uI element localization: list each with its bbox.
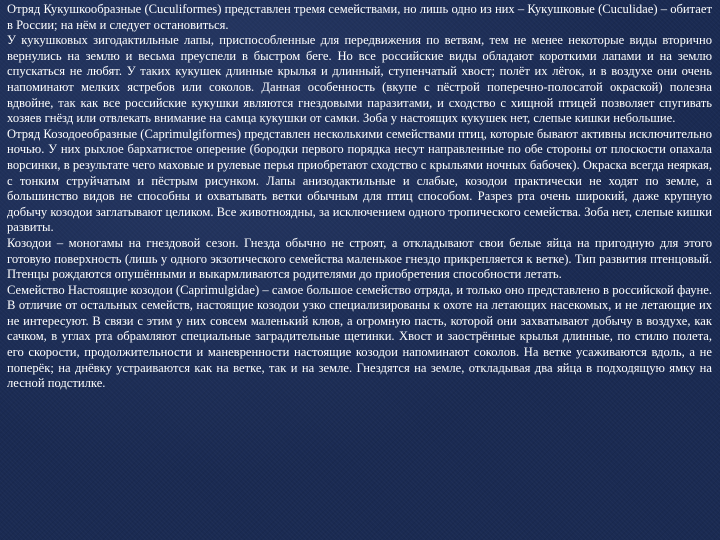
paragraph-cuckoo-features: У кукушковых зигодактильные лапы, приспособленные для передвижения по ветвям, тем не менее некоторые виды вторично вернулись на землю и весьма преуспели в быстром беге. Но все российские виды обладают короткими лапами и на землю спускаться не любят. У таких кукушек длинные крылья и длинный, ступенчатый хвост; полёт их лёгок, и в воздухе они очень напоминают мелких ястребов или соколов. Данная особенность (вкупе с пёстрой поперечно-полосатой окраской) полезна вдвойне, так как все российские кукушки являются гнездовыми паразитами, и сходство с хищной птицей позволяет спугивать хозяев гнёзд или отвлекать внимание на самца кукушки от самки. Зоба у настоящих кукушек нет, слепые кишки небольшие. <box>7 33 712 126</box>
paragraph-nightjar-breeding: Козодои – моногамы на гнездовой сезон. Гнезда обычно не строят, а откладывают свои белые яйца на пригодную для этого готовую поверхность (лишь у одного экзотического семейства маленькое гнездо прикрепляется к ветке). Тип развития птенцовый. Птенцы рождаются опушёнными и выкармливаются родителями до приобретения способности летать. <box>7 235 712 282</box>
paragraph-caprimulgidae: Семейство Настоящие козодои (Caprimulgidae) – самое большое семейство отряда, и только оно представлено в российской фауне. В отличие от остальных семейств, настоящие козодои узко специализированы к охоте на летающих насекомых, и не летающие их не интересуют. В связи с этим у них совсем маленький клюв, а огромную пасть, которой они захватывают добычу в воздухе, как сачком, в углах рта обрамляют специальные заградительные щетинки. Хвост и заострённые крылья длинные, по стилю полета, его скорости, продолжительности и маневренности настоящие козодои напоминают соколов. На ветке усаживаются вдоль, а не поперёк; на днёвку устраиваются как на ветке, так и на земле. Гнездятся на земле, откладывая два яйца в подходящую ямку на лесной подстилке. <box>7 282 712 391</box>
paragraph-caprimulgiformes-intro: Отряд Козодоеобразные (Caprimulgiformes) представлен несколькими семействами птиц, которые бывают активны исключительно ночью. У них рыхлое бархатистое оперение (бородки первого порядка несут направленные по обе стороны от плоскости опахала ворсинки, в результате чего маховые и рулевые перья приобретают сходство с крыльями ночных бабочек). Окраска всегда неяркая, с тонким струйчатым и пёстрым рисунком. Лапы анизодактильные и слабые, козодои практически не ходят по земле, а большинство видов не способны и охватывать ветки обычным для птиц способом. Разрез рта очень широкий, даже крупную добычу козодои заглатывают целиком. Все животноядны, за исключением одного тропического семейства. Зоба нет, слепые кишки развиты. <box>7 126 712 235</box>
paragraph-cuculiformes-intro: Отряд Кукушкообразные (Cuculiformes) представлен тремя семействами, но лишь одно из них – Кукушковые (Cuculidae) – обитает в России; на нём и следует остановиться. <box>7 2 712 32</box>
text-block <box>7 2 712 392</box>
